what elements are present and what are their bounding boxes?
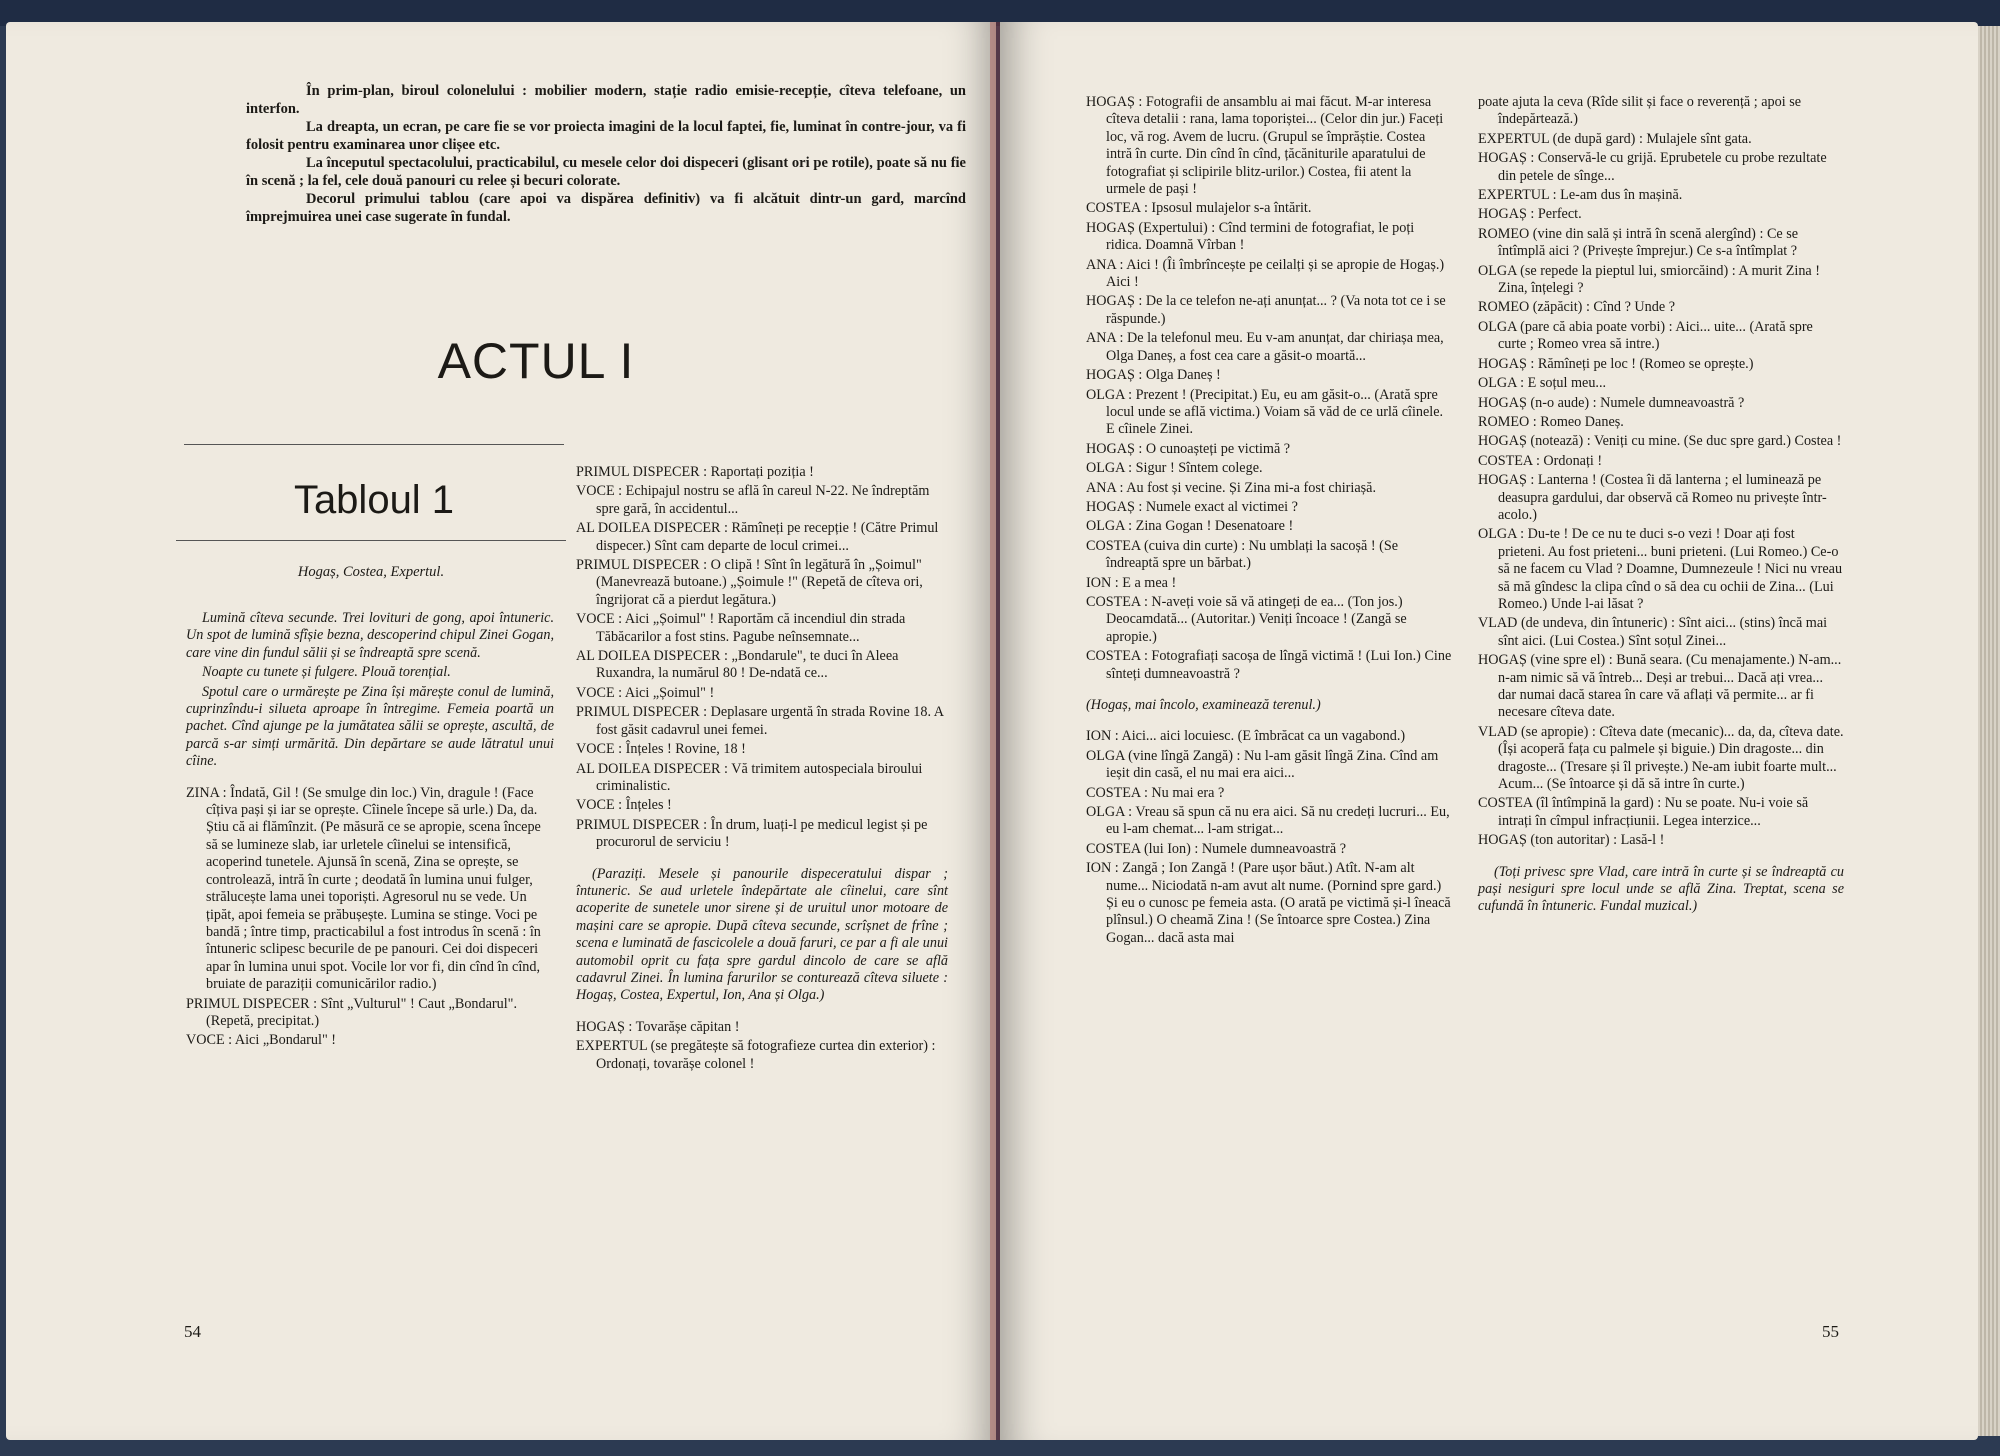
left-page-column-2 bbox=[576, 464, 948, 1075]
right-page-column-2 bbox=[1478, 94, 1844, 918]
act-title: ACTUL I bbox=[437, 333, 635, 389]
dialogue-line: VOCE : Înțeles ! Rovine, 18 ! bbox=[576, 741, 746, 758]
dialogue-line: OLGA (pare că abia poate vorbi) : Aici... uite... (Arată spre curte ; Romeo vrea să intre.) bbox=[1478, 318, 1813, 353]
dialogue-line: AL DOILEA DISPECER : „Bondarule", te duci în Aleea Ruxandra, la numărul 80 ! De-ndată ce... bbox=[576, 648, 899, 682]
dialogue-line: COSTEA : N-aveți voie să vă atingeți de ea... (Ton jos.) Deocamdată... (Autoritar.) Veniți încoace ! (Zangă se apropie.) bbox=[1086, 593, 1407, 645]
dialogue-line: HOGAȘ (ton autoritar) : Lasă-l ! bbox=[1478, 832, 1665, 849]
dialogue-line: COSTEA (cuiva din curte) : Nu umblați la sacoșă ! (Se îndreaptă spre un bărbat.) bbox=[1086, 537, 1399, 572]
intro-paragraph: La dreapta, un ecran, pe care fie se vor proiecta imagini de la locul faptei, fie, luminat în contre-jour, va fi folosit pentru examinarea unor clișee etc. bbox=[246, 119, 966, 153]
dialogue-line: HOGAȘ (n-o aude) : Numele dumneavoastră ? bbox=[1478, 394, 1745, 411]
dialogue-line: OLGA : Du-te ! De ce nu te duci s-o vezi ! Doar ați fost prieteni. Au fost prieteni... buni prieteni. (Lui Romeo.) Ce-o să ne facem cu Vlad ? Doamne, Dumnezeule ! Nici nu vreau să mă gîndesc la clipa cînd o să dea cu ochii de Zina... (Lui Romeo.) Unde l-ai lăsat ? bbox=[1478, 526, 1843, 612]
dialogue-line: HOGAȘ : Olga Daneș ! bbox=[1086, 367, 1221, 384]
dialogue-line: VOCE : Echipajul nostru se află în careul N-22. Ne îndreptăm spre gară, în accidentul... bbox=[576, 483, 930, 517]
intro-paragraph: La începutul spectacolului, practicabilul, cu mesele celor doi dispeceri (glisant ori pe rotile), poate să nu fie în scenă ; la fel, cele două panouri cu relee și becuri colorate. bbox=[246, 155, 966, 189]
dialogue-line: HOGAȘ : Numele exact al victimei ? bbox=[1086, 498, 1298, 515]
dialogue-line: VOCE : Aici „Bondarul" ! bbox=[186, 1032, 337, 1049]
dialogue-line: PRIMUL DISPECER : O clipă ! Sînt în legătură în „Șoimul" (Manevrează butoane.) „Șoimule !" (Repetă de cîteva ori, îngrijorat că a pierdut legătura.) bbox=[576, 557, 923, 608]
dialogue-line: HOGAȘ : Perfect. bbox=[1478, 206, 1582, 223]
divider bbox=[184, 444, 564, 445]
dialogue-line: OLGA (vine lîngă Zangă) : Nu l-am găsit lîngă Zina. Cînd am ieșit din casă, el nu mai era aici... bbox=[1086, 747, 1439, 782]
dialogue-line: EXPERTUL (de după gard) : Mulajele sînt gata. bbox=[1478, 130, 1752, 147]
dialogue-line: ANA : De la telefonul meu. Eu v-am anunțat, dar chiriașa mea, Olga Daneș, a fost cea care a găsit-o moartă... bbox=[1086, 330, 1444, 364]
dialogue-line: HOGAȘ : De la ce telefon ne-ați anunțat... ? (Va nota tot ce i se răspunde.) bbox=[1086, 293, 1446, 327]
page-number: 54 bbox=[184, 1322, 201, 1341]
dialogue-line: ANA : Aici ! (Îi îmbrîncește pe ceilalți și se apropie de Hogaș.) Aici ! bbox=[1086, 256, 1445, 291]
dialogue-line: ANA : Au fost și vecine. Și Zina mi-a fost chiriașă. bbox=[1086, 479, 1377, 496]
dialogue-line: PRIMUL DISPECER : Raportați poziția ! bbox=[576, 464, 814, 480]
dialogue-line: ION : E a mea ! bbox=[1086, 574, 1177, 591]
dialogue-line: OLGA : Prezent ! (Precipitat.) Eu, eu am găsit-o... (Arată spre locul unde se află victima.) Voiam să văd de ce urlă cîinele. E cîinele Zinei. bbox=[1086, 386, 1444, 438]
page-edges bbox=[1978, 26, 2000, 1436]
dialogue-line: VLAD (de undeva, din întuneric) : Sînt aici... (stins) încă mai sînt aici. (Lui Costea.) Sînt soțul Zinei... bbox=[1478, 615, 1828, 649]
left-page bbox=[6, 22, 996, 1440]
dialogue-line: HOGAȘ : Lanterna ! (Costea îi dă lanterna ; el luminează pe deasupra gardului, dar observă că Romeo nu privește într-acolo.) bbox=[1478, 472, 1827, 523]
dialogue-line: OLGA : Zina Gogan ! Desenatoare ! bbox=[1086, 518, 1294, 535]
dialogue-line: OLGA : Vreau să spun că nu era aici. Să nu credeți lucruri... Eu, eu l-am chemat... l-am strigat... bbox=[1086, 804, 1450, 838]
dialogue-line: COSTEA : Nu mai era ? bbox=[1086, 784, 1225, 801]
dialogue-line: ROMEO (vine din sală și intră în scenă alergînd) : Ce se întîmplă aici ? (Privește împrejur.) Ce s-a întîmplat ? bbox=[1478, 225, 1799, 260]
dialogue-line: OLGA : Sigur ! Sîntem colege. bbox=[1086, 460, 1263, 477]
dialogue-line: HOGAȘ : Conservă-le cu grijă. Eprubetele cu probe rezultate din petele de sînge... bbox=[1478, 150, 1827, 184]
dialogue-line: poate ajuta la ceva (Rîde silit și face o reverență ; apoi se îndepărtează.) bbox=[1478, 94, 1802, 128]
dialogue-line: ROMEO (zăpăcit) : Cînd ? Unde ? bbox=[1478, 299, 1675, 316]
dialogue-line: AL DOILEA DISPECER : Rămîneți pe recepție ! (Către Primul dispecer.) Sînt cam departe de locul crimei... bbox=[576, 520, 939, 554]
stage-setting-intro bbox=[246, 82, 966, 226]
stage-direction: (Paraziți. Mesele și panourile dispeceratului dispar ; întuneric. Se aud urletele îndepărtate ale cîinelui, care sînt acoperite de sunetele unor sirene și de uruitul unor motoare de mașini care se apropie. După cîteva secunde, scrîșnet de frîne ; scena e luminată de fascicolele a două faruri, ce par a fi ale unui automobil oprit cu fața spre gardul dincolo de care se află cadavrul Zinei. În lumina farurilor se conturează cîteva siluete : Hogaș, Costea, Expertul, Ion, Ana și Olga.) bbox=[576, 865, 948, 1004]
stage-direction: Spotul care o urmărește pe Zina își mărește conul de lumină, cuprinzîndu-i silueta aproape în întregime. Femeia poartă un pachet. Cînd ajunge pe la jumătatea sălii se oprește, ascultă, de parcă s-ar simți urmărită. Din depărtare se aude lătratul unui cîine. bbox=[186, 683, 554, 770]
dialogue-line: AL DOILEA DISPECER : Vă trimitem autospeciala biroului criminalistic. bbox=[576, 760, 923, 794]
dialogue-line: HOGAȘ : O cunoașteți pe victimă ? bbox=[1086, 440, 1291, 457]
stage-direction: Lumină cîteva secunde. Trei lovituri de gong, apoi întuneric. Un spot de lumină sfîșie bezna, descoperind chipul Zinei Gogan, care vine din fundul sălii și se îndreaptă spre scenă. bbox=[186, 610, 554, 661]
dialogue-line: HOGAȘ (notează) : Veniți cu mine. (Se duc spre gard.) Costea ! bbox=[1478, 433, 1842, 450]
dialogue-line: PRIMUL DISPECER : În drum, luați-l pe medicul legist și pe procurorul de serviciu ! bbox=[576, 816, 928, 851]
dialogue-line: EXPERTUL : Le-am dus în mașină. bbox=[1478, 187, 1683, 204]
dialogue-line: OLGA : E soțul meu... bbox=[1478, 375, 1607, 392]
dialogue-line: HOGAȘ (Expertului) : Cînd termini de fotografiat, le poți ridica. Doamnă Vîrban ! bbox=[1086, 219, 1415, 254]
right-page-column-1 bbox=[1086, 94, 1452, 949]
dialogue-line: VOCE : Înțeles ! bbox=[576, 797, 672, 814]
tablou-title: Tabloul 1 bbox=[293, 478, 455, 522]
dialogue-line: HOGAȘ : Fotografii de ansamblu ai mai făcut. M-ar interesa cîteva detalii : rana, lama toporiștei... (Celor din jur.) Faceți loc, vă rog. Avem de lucru. (Grupul se împrăștie. Costea intră în curte. Din cînd în cînd, țăcăniturile aparatului de fotografiat și sclipirile blitz-urilor.) Costea, fii atent la urmele de pași ! bbox=[1086, 94, 1444, 198]
dialogue-line: EXPERTUL (se pregătește să fotografieze curtea din exterior) : Ordonați, tovarășe colonel ! bbox=[576, 1038, 936, 1072]
dialogue-line: HOGAȘ : Rămîneți pe loc ! (Romeo se oprește.) bbox=[1478, 355, 1754, 372]
dialogue-line: PRIMUL DISPECER : Sînt „Vulturul" ! Caut „Bondarul". (Repetă, precipitat.) bbox=[186, 995, 517, 1029]
dialogue-line: ZINA : Îndată, Gil ! (Se smulge din loc.) Vin, dragule ! (Face cîțiva pași și iar se oprește. Cîinele începe să urle.) Da, da. Știu că ai flămînzit. (Pe măsură ce se apropie, scena începe să se lumineze slab, iar urletele cîinelui se intensifică, acoperind tunetele. Ajunsă în scenă, Zina se oprește, se controlează, intră în curte ; deodată în lumina unui fulger, strălucește lama unei toporiști. Agresorul nu se vede. Un țipăt, apoi femeia se prăbușește. Lumina se stinge. Voci pe bandă ; între timp, practicabilul a fost introdus în scenă : în întuneric sclipesc becurile de pe panouri. Cei doi dispeceri apar în lumina unui spot. Vocile lor vor fi, din cînd în cînd, bruiate de paraziții comunicărilor radio.) bbox=[186, 784, 541, 993]
page-number: 55 bbox=[1822, 1322, 1839, 1341]
left-page-column-1 bbox=[186, 610, 554, 1052]
stage-direction: (Toți privesc spre Vlad, care intră în curte și se îndreaptă cu pași nesiguri spre locul unde se află Zina. Treptat, scena se cufundă în întuneric. Fundal muzical.) bbox=[1478, 863, 1844, 915]
right-page bbox=[1000, 22, 1978, 1440]
dialogue-line: VOCE : Aici „Șoimul" ! Raportăm că incendiul din strada Tăbăcarilor a fost stins. Pagube neînsemnate... bbox=[576, 611, 906, 645]
dialogue-line: VLAD (se apropie) : Cîteva date (mecanic)... da, da, cîteva date. (Își acoperă fața cu palmele și biguie.) Din dragoste... din dragoste... (Tresare și îl privește.) Ne-am iubit foarte mult... Acum... (Se întoarce și dă să intre în curte.) bbox=[1478, 723, 1844, 793]
cast-list: Hogaș, Costea, Expertul. bbox=[297, 564, 445, 580]
dialogue-line: COSTEA (lui Ion) : Numele dumneavoastră ? bbox=[1086, 840, 1347, 857]
intro-paragraph: În prim-plan, biroul colonelului : mobilier modern, stație radio emisie-recepție, cîteva telefoane, un interfon. bbox=[246, 83, 966, 117]
dialogue-line: COSTEA : Fotografiați sacoșa de lîngă victimă ! (Lui Ion.) Cine sînteți dumneavoastră ? bbox=[1086, 648, 1452, 682]
dialogue-line: COSTEA : Ordonați ! bbox=[1478, 452, 1603, 469]
dialogue-line: COSTEA : Ipsosul mulajelor s-a întărit. bbox=[1086, 200, 1312, 217]
intro-paragraph: Decorul primului tablou (care apoi va dispărea definitiv) va fi alcătuit dintr-un gard, marcînd împrejmuirea unei case sugerate în fundal. bbox=[246, 191, 966, 225]
stage-direction: Noapte cu tunete și fulgere. Plouă torențial. bbox=[202, 664, 451, 681]
dialogue-line: ION : Aici... aici locuiesc. (E îmbrăcat ca un vagabond.) bbox=[1086, 728, 1406, 745]
divider bbox=[176, 540, 566, 541]
dialogue-line: ROMEO : Romeo Daneș. bbox=[1478, 413, 1624, 430]
dialogue-line: OLGA (se repede la pieptul lui, smiorcăind) : A murit Zina ! Zina, înțelegi ? bbox=[1478, 262, 1820, 297]
dialogue-line: COSTEA (îl întîmpină la gard) : Nu se poate. Nu-i voie să intrați în cîmpul infracțiunii. Legea interzice... bbox=[1478, 795, 1809, 829]
dialogue-line: HOGAȘ : Tovarășe căpitan ! bbox=[576, 1018, 740, 1035]
dialogue-line: PRIMUL DISPECER : Deplasare urgentă în strada Rovine 18. A fost găsit cadavrul unei femei. bbox=[576, 704, 944, 738]
dialogue-line: HOGAȘ (vine spre el) : Bună seara. (Cu menajamente.) N-am... n-am nimic să vă întreb... Deși ar trebui... Dacă ați vrea... dar numai dacă starea în care vă aflați vă permite... ar fi necesare cîteva date. bbox=[1478, 652, 1842, 721]
stage-direction: (Hogaș, mai încolo, examinează terenul.) bbox=[1086, 697, 1321, 713]
dialogue-line: ION : Zangă ; Ion Zangă ! (Pare ușor băut.) Atît. N-am alt nume... Niciodată n-am avut alt nume. (Pornind spre gard.) Și eu o cunosc pe femeia asta. (O arată pe victimă și-l îneacă plînsul.) O cheamă Zina ! (Se întoarce spre Costea.) Zina Gogan... dacă asta mai bbox=[1086, 860, 1451, 946]
dialogue-line: VOCE : Aici „Șoimul" ! bbox=[576, 684, 715, 701]
